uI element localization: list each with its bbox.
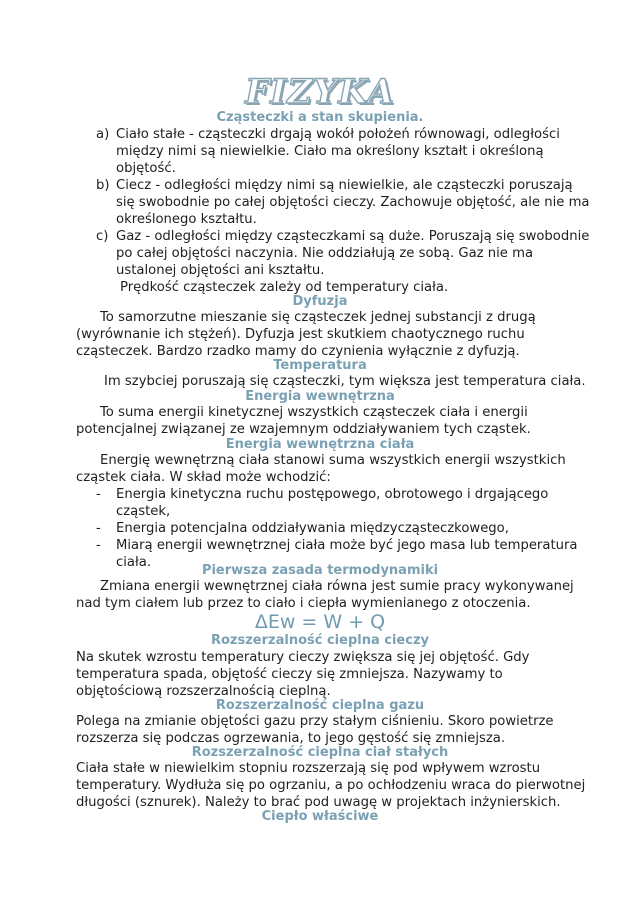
paragraph-line: Energię wewnętrzną ciała stanowi suma wszystkich energii wszystkich xyxy=(100,453,566,468)
list-marker: a) xyxy=(96,127,110,142)
list-item-line: ustalonej objętości ani kształtu. xyxy=(116,263,325,278)
list-item-line: po całej objętości naczynia. Nie oddziałują ze sobą. Gaz nie ma xyxy=(116,246,534,261)
page-title: FIZYKA xyxy=(245,72,395,112)
list-marker: c) xyxy=(96,229,109,244)
paragraph-line: cząstek ciała. W skład może wchodzić: xyxy=(76,470,331,485)
bullet-marker: - xyxy=(96,487,101,502)
heading-rozszerzalnosc-gazu: Rozszerzalność cieplna gazu xyxy=(215,698,425,713)
heading-energia-wewnetrzna-ciala: Energia wewnętrzna ciała xyxy=(225,437,415,452)
list-item-line: Gaz - odległości między cząsteczkami są duże. Poruszają się swobodnie xyxy=(116,229,590,244)
paragraph-line: Na skutek wzrostu temperatury cieczy zwiększa się jej objętość. Gdy xyxy=(76,650,530,665)
list-item-line: się swobodnie po całej objętości cieczy. Zachowuje objętość, ale nie ma xyxy=(116,195,590,210)
paragraph-line: nad tym ciałem lub przez to ciało i ciepła wymienianego z otoczenia. xyxy=(76,596,531,611)
paragraph-line: temperatura spada, objętość cieczy się zmniejsza. Nazywamy to xyxy=(76,667,503,682)
note-text: Prędkość cząsteczek zależy od temperatury ciała. xyxy=(120,280,449,295)
heading-rozszerzalnosc-cial-stalych: Rozszerzalność cieplna ciał stałych xyxy=(191,745,449,760)
paragraph-line: Ciała stałe w niewielkim stopniu rozszerzają się pod wpływem wzrostu xyxy=(76,761,541,776)
list-item-line: Ciecz - odległości między nimi są niewielkie, ale cząsteczki poruszają xyxy=(116,178,573,193)
heading-energia-wewnetrzna: Energia wewnętrzna xyxy=(245,389,395,404)
heading-pierwsza-zasada: Pierwsza zasada termodynamiki xyxy=(201,563,439,578)
paragraph-line: To suma energii kinetycznej wszystkich cząsteczek ciała i energii xyxy=(100,405,528,420)
bullet-marker: - xyxy=(96,538,101,553)
paragraph-line: Zmiana energii wewnętrznej ciała równa jest sumie pracy wykonywanej xyxy=(100,579,574,594)
bullet-marker: - xyxy=(96,521,101,536)
paragraph-line: rozszerza się podczas ogrzewania, to jego gęstość się zmniejsza. xyxy=(76,731,506,746)
formula: ΔEw = W + Q xyxy=(254,611,386,633)
paragraph-line: temperatury. Wydłuża się po ogrzaniu, a po ochłodzeniu wraca do pierwotnej xyxy=(76,778,586,793)
list-item-line: objętość. xyxy=(116,161,176,176)
paragraph-line: cząsteczek. Bardzo rzadko mamy do czynienia wyłącznie z dyfuzją. xyxy=(76,344,520,359)
bullet-line: ciała. xyxy=(116,555,152,570)
paragraph-line: potencjalnej związanej ze wzajemnym oddziaływaniem tych cząstek. xyxy=(76,422,531,437)
list-marker: b) xyxy=(96,178,110,193)
paragraph-line: (wyrównanie ich stężeń). Dyfuzja jest skutkiem chaotycznego ruchu xyxy=(76,327,525,342)
heading-temperatura: Temperatura xyxy=(273,358,367,373)
bullet-line: cząstek, xyxy=(116,504,171,519)
list-item-line: Ciało stałe - cząsteczki drgają wokół położeń równowagi, odległości xyxy=(116,127,560,142)
list-item-line: określonego kształtu. xyxy=(116,212,257,227)
heading-rozszerzalnosc-cieczy: Rozszerzalność cieplna cieczy xyxy=(210,633,429,648)
bullet-line: Energia kinetyczna ruchu postępowego, obrotowego i drgającego xyxy=(116,487,549,502)
paragraph-line: długości (sznurek). Należy to brać pod uwagę w projektach inżynierskich. xyxy=(76,795,561,810)
paragraph-line: Polega na zmianie objętości gazu przy stałym ciśnieniu. Skoro powietrze xyxy=(76,714,554,729)
heading-czasteczki: Cząsteczki a stan skupienia. xyxy=(216,110,424,125)
bullet-line: Miarą energii wewnętrznej ciała może być jego masa lub temperatura xyxy=(116,538,578,553)
list-item-line: między nimi są niewielkie. Ciało ma określony kształt i określoną xyxy=(116,144,544,159)
paragraph-line: objętościową rozszerzalnością cieplną. xyxy=(76,684,331,699)
heading-cieplo-wlasciwe: Ciepło właściwe xyxy=(261,809,379,824)
bullet-line: Energia potencjalna oddziaływania międzycząsteczkowego, xyxy=(116,521,509,536)
paragraph-line: To samorzutne mieszanie się cząsteczek jednej substancji z drugą xyxy=(100,310,536,325)
heading-dyfuzja: Dyfuzja xyxy=(292,294,348,309)
paragraph-line: Im szybciej poruszają się cząsteczki, tym większa jest temperatura ciała. xyxy=(104,374,586,389)
